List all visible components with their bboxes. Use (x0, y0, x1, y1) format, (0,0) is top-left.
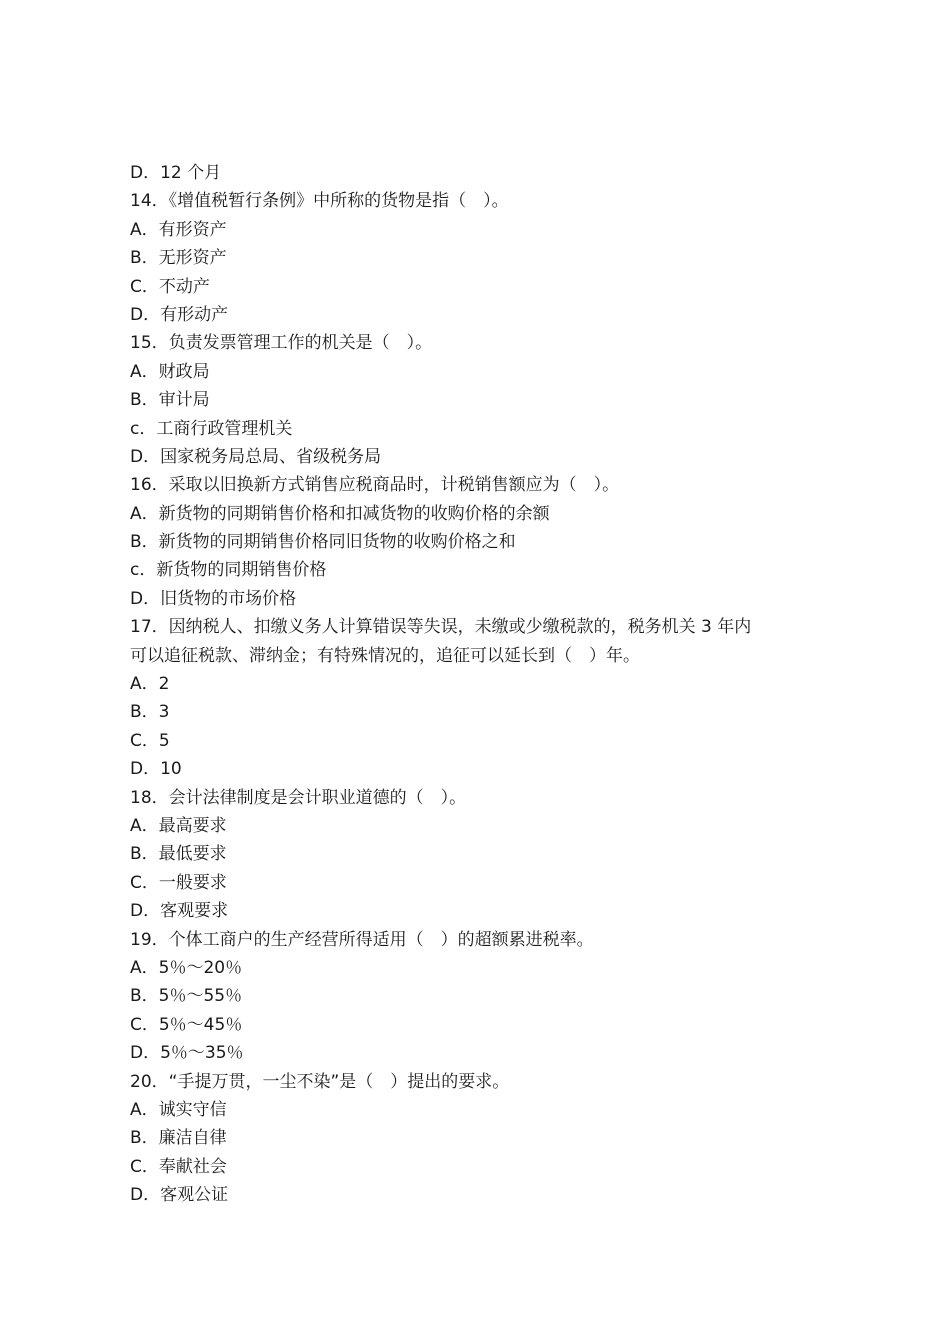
option-line: D．5％～35％ (130, 1043, 244, 1064)
option-line: D．客观要求 (130, 901, 229, 922)
option-line: B．廉洁自律 (130, 1128, 227, 1149)
option-line: A．5％～20％ (130, 957, 243, 978)
option-line: C．不动产 (130, 276, 210, 297)
option-line: C．5 (130, 730, 170, 751)
option-line: D．12 个月 (130, 163, 222, 183)
question-line-continued: 可以追征税款、滞纳金；有特殊情况的，追征可以延长到（ ）年。 (130, 645, 640, 666)
option-line: B．无形资产 (130, 248, 227, 269)
option-line: B．审计局 (130, 390, 210, 411)
question-line: 20．“手提万贯，一尘不染”是（ ）提出的要求。 (130, 1071, 510, 1092)
option-line: c．工商行政管理机关 (130, 418, 293, 439)
question-line: 16．采取以旧换新方式销售应税商品时，计税销售额应为（ ）。 (130, 475, 620, 496)
option-line: A．最高要求 (130, 815, 227, 836)
option-line: A．有形资产 (130, 219, 227, 240)
question-line: 18．会计法律制度是会计职业道德的（ ）。 (130, 787, 467, 808)
option-line: D．10 (130, 759, 182, 780)
option-line: A．诚实守信 (130, 1099, 227, 1120)
option-line: A．新货物的同期销售价格和扣减货物的收购价格的余额 (130, 503, 550, 524)
option-line: C．一般要求 (130, 872, 227, 893)
option-line: B．新货物的同期销售价格同旧货物的收购价格之和 (130, 532, 516, 553)
question-line: 19．个体工商户的生产经营所得适用（ ）的超额累进税率。 (130, 929, 594, 950)
option-line: D．旧货物的市场价格 (130, 588, 297, 609)
option-line: C．奉献社会 (130, 1156, 227, 1177)
question-line: 14．《增值税暂行条例》中所称的货物是指（ ）。 (130, 191, 509, 212)
question-line: 15．负责发票管理工作的机关是（ ）。 (130, 333, 433, 354)
option-line: D．有形动产 (130, 304, 229, 325)
option-line: B．5％～55％ (130, 986, 243, 1007)
question-list (130, 159, 830, 1209)
option-line: D．客观公证 (130, 1185, 229, 1206)
option-line: B．最低要求 (130, 844, 227, 865)
option-line: A．财政局 (130, 361, 210, 382)
option-line: D．国家税务局总局、省级税务局 (130, 446, 382, 467)
option-line: C．5％～45％ (130, 1014, 243, 1035)
option-line: c．新货物的同期销售价格 (130, 560, 327, 581)
question-line: 17．因纳税人、扣缴义务人计算错误等失误，未缴或少缴税款的，税务机关 3 年内 (130, 617, 752, 638)
option-line: A．2 (130, 674, 170, 695)
option-line: B．3 (130, 702, 170, 723)
